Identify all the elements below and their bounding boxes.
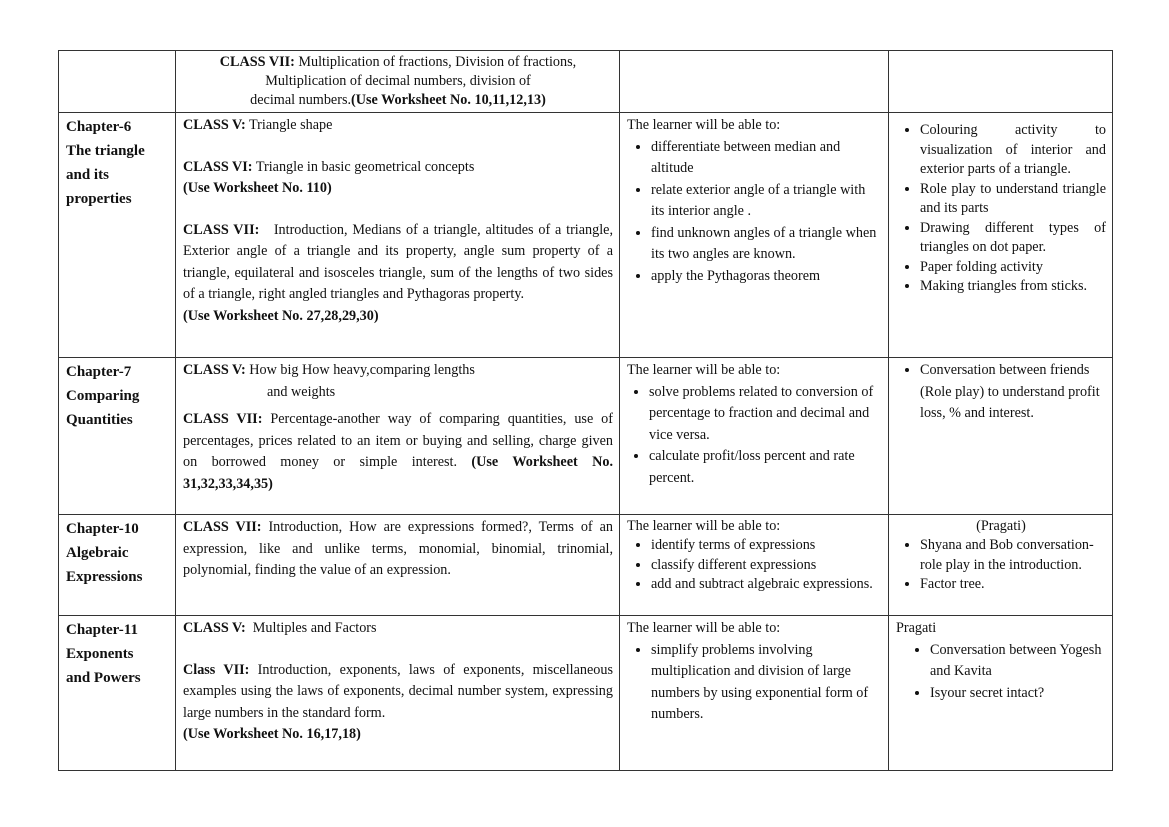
- list-item: • differentiate between median and altitude: [651, 137, 882, 180]
- chapter-title: Exponents: [66, 646, 134, 662]
- class-label: Class VII:: [183, 661, 250, 678]
- chapter-title: Quantities: [66, 412, 133, 428]
- list-item: • Paper folding activity: [920, 258, 1106, 278]
- topic-text: Multiplication of fractions, Division of fractions,: [298, 54, 577, 70]
- worksheet-ref: (Use Worksheet No. 31,32,33,34,35): [183, 454, 614, 492]
- chapter-title: properties: [66, 191, 132, 207]
- worksheet-ref: (Use Worksheet No. 110): [183, 180, 332, 196]
- content-cell: [176, 358, 620, 515]
- topic-text: Introduction, How are expressions formed?, Terms of an expression, like and unlike terms, monomial, binomial, trinomial, polynomial, finding the value of an expression.: [183, 519, 613, 578]
- outcomes-cell: [620, 515, 889, 616]
- topic-text: Triangle in basic geometrical concepts: [255, 158, 475, 175]
- list-item: • apply the Pythagoras theorem: [651, 266, 882, 288]
- chapter-title: Chapter-6: [66, 119, 132, 135]
- activities-cell: [889, 515, 1113, 616]
- list-item: • Conversation between Yogesh and Kavita: [930, 640, 1106, 683]
- chapter-title: and its: [66, 167, 109, 183]
- list-item: • Drawing different types of triangles on dot paper.: [920, 219, 1106, 258]
- list-item: • Making triangles from sticks.: [920, 277, 1106, 297]
- activities-cell: [889, 358, 1113, 515]
- chapter-title: Chapter-11: [66, 622, 138, 638]
- list-item: • simplify problems involving multiplication and division of large numbers by using exponential form of numbers.: [651, 640, 882, 726]
- topic-text: Introduction, exponents, laws of exponents, miscellaneous examples using the laws of exponents, decimal number system, expressing large numbers in the standard form.: [183, 661, 614, 721]
- chapter-title: Chapter-7: [66, 364, 132, 380]
- worksheet-ref: (Use Worksheet No. 16,17,18): [183, 726, 361, 742]
- topic-text: Multiples and Factors: [252, 620, 377, 636]
- topic-text: decimal numbers.: [250, 92, 352, 108]
- chapter-cell: [59, 51, 176, 113]
- chapter-title: Chapter-10: [66, 521, 139, 537]
- content-cell: [176, 616, 620, 771]
- activities-cell: [889, 616, 1113, 771]
- activities-cell: [889, 113, 1113, 358]
- list-item: • classify different expressions: [651, 556, 882, 576]
- table-row: [59, 515, 1113, 616]
- content-cell: [176, 113, 620, 358]
- outcomes-intro: The learner will be able to:: [627, 362, 781, 378]
- class-label: CLASS V:: [183, 620, 246, 636]
- chapter-title: Expressions: [66, 569, 143, 585]
- worksheet-ref: (Use Worksheet No. 10,11,12,13): [351, 92, 546, 108]
- class-label: CLASS VII:: [183, 411, 263, 427]
- activities-header: (Pragati): [976, 518, 1026, 534]
- table-row: [59, 616, 1113, 771]
- content-cell: [176, 51, 620, 113]
- list-item: • Conversation between friends (Role play) to understand profit loss, % and interest.: [920, 360, 1106, 425]
- list-item: • Role play to understand triangle and its parts: [920, 180, 1106, 219]
- list-item: • identify terms of expressions: [651, 536, 882, 556]
- list-item: • solve problems related to conversion of percentage to fraction and decimal and vice versa.: [649, 382, 882, 447]
- curriculum-table: [58, 50, 1113, 771]
- topic-text: Percentage-another way of comparing quantities, use of percentages, prices related to an item or buying and selling, charge given on borrowed money or simple interest.: [183, 411, 613, 470]
- chapter-title: The triangle: [66, 143, 145, 159]
- activities-header: Pragati: [896, 620, 937, 636]
- outcomes-intro: The learner will be able to:: [627, 117, 781, 133]
- list-item: • calculate profit/loss percent and rate percent.: [649, 446, 882, 489]
- table-row: [59, 358, 1113, 515]
- class-label: CLASS V:: [183, 362, 246, 378]
- chapter-cell: [59, 515, 176, 616]
- table-row: [59, 113, 1113, 358]
- outcomes-cell: [620, 358, 889, 515]
- list-item: • Colouring activity to visualization of interior and exterior parts of a triangle.: [920, 121, 1106, 180]
- outcomes-cell: [620, 616, 889, 771]
- list-item: • relate exterior angle of a triangle with its interior angle .: [651, 180, 882, 223]
- topic-text: How big How heavy,comparing lengths: [249, 362, 475, 378]
- chapter-title: Algebraic: [66, 545, 129, 561]
- class-label: CLASS VII:: [183, 221, 260, 238]
- topic-text: Multiplication of decimal numbers, division of: [265, 73, 531, 89]
- list-item: • find unknown angles of a triangle when its two angles are known.: [651, 223, 882, 266]
- topic-text: and weights: [267, 383, 336, 400]
- content-cell: [176, 515, 620, 616]
- outcomes-intro: The learner will be able to:: [627, 620, 781, 636]
- chapter-title: Comparing: [66, 388, 140, 404]
- outcomes-cell: [620, 51, 889, 113]
- class-label: CLASS VII:: [219, 54, 295, 70]
- list-item: • Factor tree.: [920, 575, 1106, 595]
- outcomes-cell: [620, 113, 889, 358]
- topic-text: Introduction, Medians of a triangle, altitudes of a triangle, Exterior angle of a triangle and its property, angle sum property of a triangle, equilateral and isosceles triangle, sum of the lengths of two sides of a triangle, right angled triangles and Pythagoras property.: [183, 221, 614, 302]
- chapter-cell: [59, 113, 176, 358]
- activities-cell: [889, 51, 1113, 113]
- chapter-cell: [59, 616, 176, 771]
- class-label: CLASS V:: [183, 117, 246, 133]
- class-label: CLASS VII:: [183, 519, 262, 535]
- worksheet-ref: (Use Worksheet No. 27,28,29,30): [183, 307, 379, 324]
- list-item: • Shyana and Bob conversation- role play in the introduction.: [920, 536, 1106, 575]
- topic-text: Triangle shape: [249, 117, 333, 133]
- table-row: [59, 51, 1113, 113]
- list-item: • Isyour secret intact?: [930, 683, 1106, 705]
- chapter-title: and Powers: [66, 670, 141, 686]
- chapter-cell: [59, 358, 176, 515]
- class-label: CLASS VI:: [183, 158, 253, 175]
- outcomes-intro: The learner will be able to:: [627, 518, 781, 534]
- list-item: • add and subtract algebraic expressions.: [651, 575, 882, 595]
